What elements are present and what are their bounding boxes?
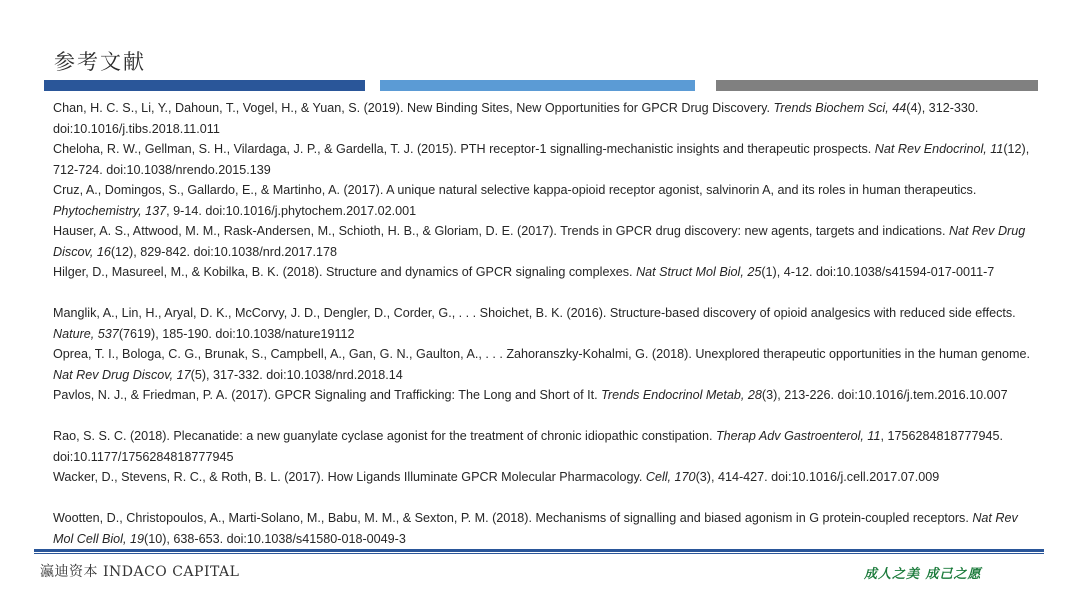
footer-slogan: 成人之美 成己之愿 [864, 567, 982, 582]
reference-text: Pavlos, N. J., & Friedman, P. A. (2017). GPCR Signaling and Trafficking: The Long and Short of It. [53, 388, 602, 402]
reference-item [53, 508, 1038, 549]
reference-citation: (1), 4-12. doi:10.1038/s41594-017-0011-7 [761, 265, 995, 279]
header-bar-dark-blue [44, 80, 365, 91]
reference-item [53, 344, 1038, 385]
reference-citation: (4), 312-330. doi:10.1016/j.tibs.2018.11.011 [53, 101, 979, 136]
reference-text: Wacker, D., Stevens, R. C., & Roth, B. L. (2017). How Ligands Illuminate GPCR Molecular Pharmacology. [53, 470, 646, 484]
reference-item [53, 221, 1038, 262]
reference-journal: Phytochemistry, 137 [53, 203, 167, 218]
reference-journal: Nat Rev Drug Discov, 16 [53, 224, 1026, 259]
reference-journal: Therap Adv Gastroenterol, 11 [715, 429, 881, 443]
reference-journal: Cell, 170 [645, 470, 696, 484]
reference-citation: (7619), 185-190. doi:10.1038/nature19112 [118, 326, 355, 341]
reference-journal: Nat Rev Mol Cell Biol, 19 [53, 511, 1018, 546]
reference-journal: Nat Rev Endocrinol, 11 [874, 142, 1004, 156]
header-bar-light-blue [380, 80, 695, 91]
page-title: 参考文献 [54, 50, 146, 74]
reference-item [53, 180, 1038, 221]
reference-citation: (12), 712-724. doi:10.1038/nrendo.2015.139 [53, 142, 1030, 177]
reference-text: Hilger, D., Masureel, M., & Kobilka, B. K. (2018). Structure and dynamics of GPCR signaling complexes. [53, 265, 637, 279]
reference-citation: , 1756284818777945. doi:10.1177/1756284818777945 [53, 429, 1004, 464]
footer-divider-thin [34, 553, 1044, 554]
header-bar-gray [716, 80, 1038, 91]
reference-text: Manglik, A., Lin, H., Aryal, D. K., McCorvy, J. D., Dengler, D., Corder, G., . . . Shoichet, B. K. (2016). Structure-based discovery of opioid analgesics with reduced side effects. [53, 306, 1016, 320]
reference-citation: (3), 414-427. doi:10.1016/j.cell.2017.07.009 [695, 470, 940, 484]
reference-text: Wootten, D., Christopoulos, A., Marti-Solano, M., Babu, M. M., & Sexton, P. M. (2018). Mechanisms of signalling and biased agonism in G protein-coupled receptors. [53, 511, 973, 525]
reference-text: Oprea, T. I., Bologa, C. G., Brunak, S., Campbell, A., Gan, G. N., Gaulton, A., . . . Zahoranszky-Kohalmi, G. (2018). Unexplored therapeutic opportunities in the human genome. [53, 347, 1030, 361]
reference-item [53, 426, 1038, 467]
reference-journal: Trends Endocrinol Metab, 28 [601, 388, 762, 402]
reference-item [53, 303, 1038, 344]
reference-text: Hauser, A. S., Attwood, M. M., Rask-Andersen, M., Schioth, H. B., & Gloriam, D. E. (2017). Trends in GPCR drug discovery: new agents, targets and indications. [53, 224, 949, 238]
reference-text: Chan, H. C. S., Li, Y., Dahoun, T., Vogel, H., & Yuan, S. (2019). New Binding Sites, New Opportunities for GPCR Drug Discovery. [53, 101, 774, 115]
reference-journal: Nature, 537 [53, 326, 119, 341]
reference-text: Rao, S. S. C. (2018). Plecanatide: a new guanylate cyclase agonist for the treatment of chronic idiopathic constipation. [53, 429, 716, 443]
reference-item [53, 98, 1038, 139]
reference-journal: Nat Rev Drug Discov, 17 [53, 367, 191, 382]
reference-citation: , 9-14. doi:10.1016/j.phytochem.2017.02.001 [166, 203, 417, 218]
reference-item [53, 139, 1038, 180]
reference-item [53, 262, 1038, 303]
reference-item [53, 467, 1038, 508]
reference-citation: (5), 317-332. doi:10.1038/nrd.2018.14 [190, 367, 403, 382]
reference-list [53, 98, 1038, 549]
reference-journal: Nat Struct Mol Biol, 25 [636, 265, 762, 279]
reference-citation: (12), 829-842. doi:10.1038/nrd.2017.178 [110, 244, 338, 259]
company-name: 瀛迪资本 INDACO CAPITAL [40, 564, 240, 580]
footer-divider [34, 549, 1044, 552]
reference-journal: Trends Biochem Sci, 44 [773, 101, 907, 115]
reference-item [53, 385, 1038, 426]
reference-text: Cheloha, R. W., Gellman, S. H., Vilardaga, J. P., & Gardella, T. J. (2015). PTH receptor-1 signalling-mechanistic insights and therapeutic prospects. [53, 142, 875, 156]
reference-citation: (10), 638-653. doi:10.1038/s41580-018-0049-3 [144, 531, 406, 546]
reference-text: Cruz, A., Domingos, S., Gallardo, E., & Martinho, A. (2017). A unique natural selective kappa-opioid receptor agonist, salvinorin A, and its roles in human therapeutics. [53, 183, 977, 197]
reference-citation: (3), 213-226. doi:10.1016/j.tem.2016.10.007 [761, 388, 1008, 402]
